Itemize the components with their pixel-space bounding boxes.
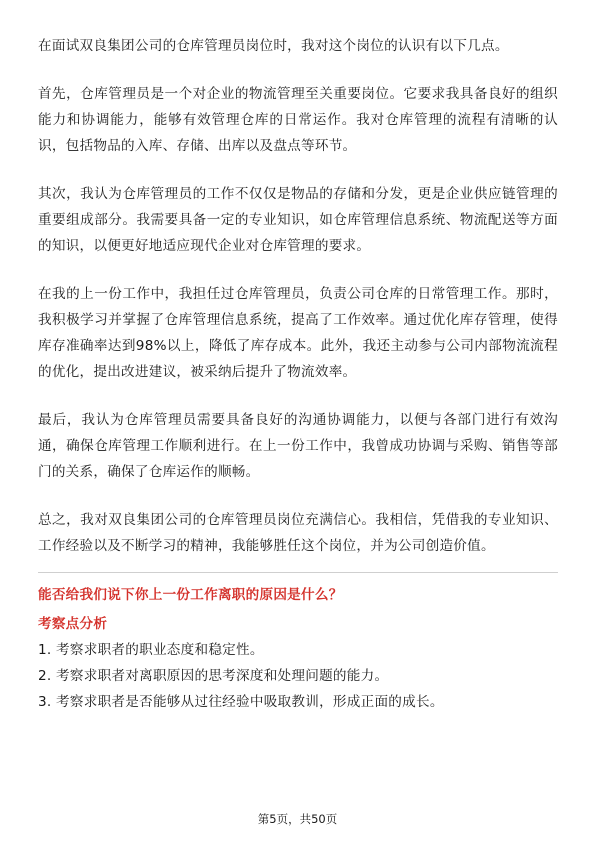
body-paragraph-intro: 在面试双良集团公司的仓库管理员岗位时，我对这个岗位的认识有以下几点。 <box>38 38 509 54</box>
section-divider <box>38 572 558 573</box>
body-paragraph-conclusion: 总之，我对双良集团公司的仓库管理员岗位充满信心。我相信，凭借我的专业知识、工作经验以及不断学习的精神，我能够胜任这个岗位，并为公司创造价值。 <box>38 512 558 554</box>
body-paragraph-first: 首先，仓库管理员是一个对企业的物流管理至关重要岗位。它要求我具备良好的组织能力和协调能力，能够有效管理仓库的日常运作。我对仓库管理的流程有清晰的认识，包括物品的入库、存储、出库以及盘点等环节。 <box>38 86 558 154</box>
analysis-point-item: 2. 考察求职者对离职原因的思考深度和处理问题的能力。 <box>38 668 389 684</box>
body-paragraph-experience: 在我的上一份工作中，我担任过仓库管理员，负责公司仓库的日常管理工作。那时，我积极学习并掌握了仓库管理信息系统，提高了工作效率。通过优化库存管理，使得库存准确率达到98%以上，降低了库存成本。此外，我还主动参与公司内部物流流程的优化，提出改进建议，被采纳后提升了物流效率。 <box>38 286 558 380</box>
analysis-heading: 考察点分析 <box>38 616 108 632</box>
body-paragraph-finally: 最后，我认为仓库管理员需要具备良好的沟通协调能力，以便与各部门进行有效沟通，确保仓库管理工作顺利进行。在上一份工作中，我曾成功协调与采购、销售等部门的关系，确保了仓库运作的顺畅。 <box>38 412 558 480</box>
body-paragraph-second: 其次，我认为仓库管理员的工作不仅仅是物品的存储和分发，更是企业供应链管理的重要组成部分。我需要具备一定的专业知识，如仓库管理信息系统、物流配送等方面的知识，以便更好地适应现代企业对仓库管理的要求。 <box>38 186 558 254</box>
analysis-point-item: 3. 考察求职者是否能够从过往经验中吸取教训，形成正面的成长。 <box>38 694 444 710</box>
analysis-point-list <box>38 637 558 715</box>
page-number-footer: 第5页，共50页 <box>257 812 338 826</box>
page-content <box>38 33 558 715</box>
interview-question-title: 能否给我们说下你上一份工作离职的原因是什么？ <box>38 587 343 603</box>
analysis-point-item: 1. 考察求职者的职业态度和稳定性。 <box>38 642 264 658</box>
